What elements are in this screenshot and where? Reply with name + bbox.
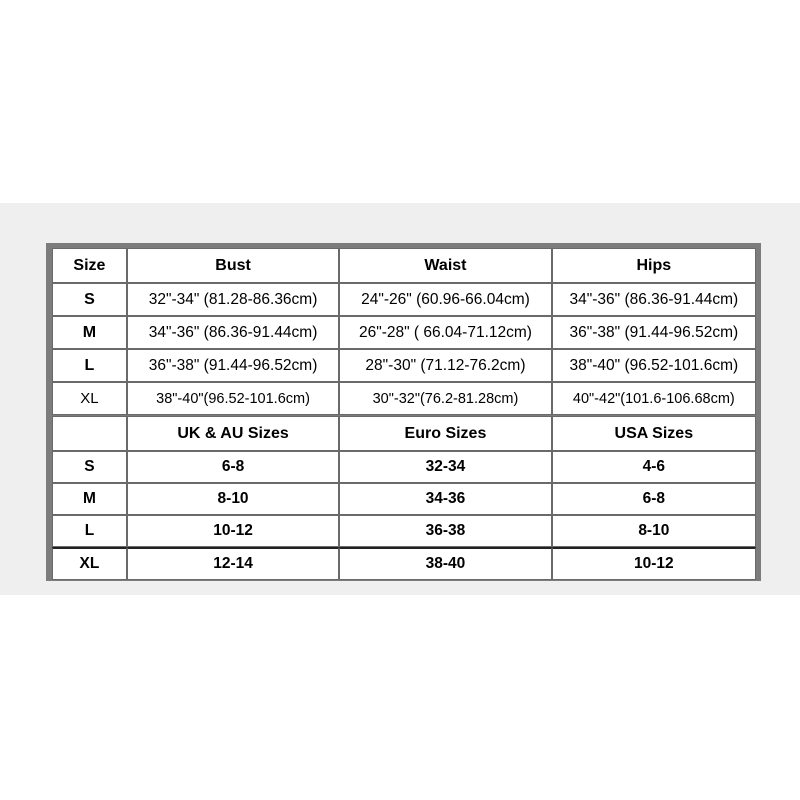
header-bust: Bust [127,248,339,283]
euro-cell: 34-36 [339,483,551,515]
table-row [52,547,756,580]
waist-cell: 30"-32"(76.2-81.28cm) [339,382,551,415]
waist-cell: 26"-28" ( 66.04-71.12cm) [339,316,551,349]
euro-cell: 38-40 [339,547,551,580]
table-row [52,483,756,515]
size-label: XL [52,547,127,580]
measurements-header-row [52,248,756,283]
header-blank [52,416,127,451]
header-size: Size [52,248,127,283]
conversion-header-row [52,416,756,451]
size-label: S [52,451,127,483]
uk-au-cell: 10-12 [127,515,339,547]
table-row [52,382,756,415]
euro-cell: 36-38 [339,515,551,547]
size-label: M [52,483,127,515]
bust-cell: 38"-40"(96.52-101.6cm) [127,382,339,415]
waist-cell: 24"-26" (60.96-66.04cm) [339,283,551,316]
size-label: S [52,283,127,316]
size-label: XL [52,382,127,415]
table-row [52,451,756,483]
header-hips: Hips [552,248,756,283]
table-row [52,349,756,382]
header-euro: Euro Sizes [339,416,551,451]
hips-cell: 40"-42"(101.6-106.68cm) [552,382,756,415]
usa-cell: 6-8 [552,483,756,515]
header-uk-au: UK & AU Sizes [127,416,339,451]
hips-cell: 38"-40" (96.52-101.6cm) [552,349,756,382]
uk-au-cell: 8-10 [127,483,339,515]
usa-cell: 10-12 [552,547,756,580]
measurements-table [52,248,756,415]
table-row [52,316,756,349]
size-conversion-table [52,416,756,580]
uk-au-cell: 12-14 [127,547,339,580]
euro-cell: 32-34 [339,451,551,483]
usa-cell: 4-6 [552,451,756,483]
usa-cell: 8-10 [552,515,756,547]
size-label: L [52,515,127,547]
hips-cell: 36"-38" (91.44-96.52cm) [552,316,756,349]
bust-cell: 36"-38" (91.44-96.52cm) [127,349,339,382]
table-row [52,283,756,316]
header-waist: Waist [339,248,551,283]
waist-cell: 28"-30" (71.12-76.2cm) [339,349,551,382]
size-label: L [52,349,127,382]
bust-cell: 34"-36" (86.36-91.44cm) [127,316,339,349]
bust-cell: 32"-34" (81.28-86.36cm) [127,283,339,316]
hips-cell: 34"-36" (86.36-91.44cm) [552,283,756,316]
header-usa: USA Sizes [552,416,756,451]
table-row [52,515,756,547]
size-label: M [52,316,127,349]
uk-au-cell: 6-8 [127,451,339,483]
